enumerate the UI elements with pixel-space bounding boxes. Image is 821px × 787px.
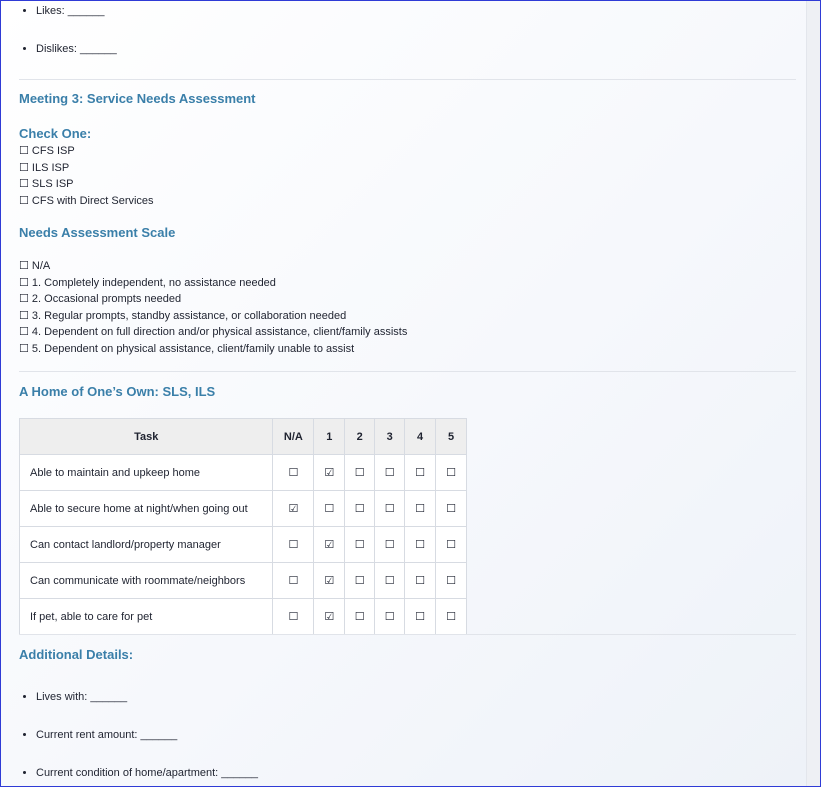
rating-checkbox[interactable]: ☐ (436, 527, 467, 563)
rating-checkbox[interactable]: ☐ (345, 527, 375, 563)
rating-checkbox[interactable]: ☐ (345, 455, 375, 491)
checkbox-option[interactable]: ☐ 4. Dependent on full direction and/or physical assistance, client/family assists (19, 326, 408, 338)
list-item: • Likes: ______ (36, 3, 117, 19)
rating-checkbox[interactable]: ☑ (273, 491, 314, 527)
column-header-3: 3 (375, 419, 405, 455)
table-row (20, 491, 467, 527)
rating-checkbox[interactable]: ☐ (405, 491, 436, 527)
checkbox-option[interactable]: ☐ N/A (19, 260, 51, 272)
task-label: Able to maintain and upkeep home (20, 455, 273, 491)
rating-checkbox[interactable]: ☐ (405, 563, 436, 599)
column-header-1: 1 (314, 419, 345, 455)
rating-checkbox[interactable]: ☐ (405, 527, 436, 563)
section-divider (19, 371, 796, 372)
vertical-scrollbar[interactable] (806, 1, 820, 786)
rating-checkbox[interactable]: ☐ (375, 527, 405, 563)
checkbox-option[interactable]: ☐ ILS ISP (19, 161, 70, 174)
meeting3-title: Meeting 3: Service Needs Assessment (19, 91, 256, 106)
additional-details-title: Additional Details: (19, 647, 134, 662)
table-row (20, 563, 467, 599)
preferences-list (19, 3, 117, 57)
list-item: • Current condition of home/apartment: ______ (36, 765, 258, 781)
scale-title: Needs Assessment Scale (19, 225, 176, 240)
task-label: If pet, able to care for pet (20, 599, 273, 635)
list-item: • Lives with: ______ (36, 689, 258, 705)
checkbox-option[interactable]: ☐ 5. Dependent on physical assistance, client/family unable to assist (19, 342, 355, 355)
column-header-na: N/A (273, 419, 314, 455)
list-item: • Current rent amount: ______ (36, 727, 258, 743)
rating-checkbox[interactable]: ☐ (375, 491, 405, 527)
rating-checkbox[interactable]: ☐ (375, 563, 405, 599)
rating-checkbox[interactable]: ☑ (314, 527, 345, 563)
checkbox-option[interactable]: ☐ 2. Occasional prompts needed (19, 293, 182, 305)
table-header-row (20, 419, 467, 455)
rating-checkbox[interactable]: ☐ (345, 563, 375, 599)
rating-checkbox[interactable]: ☐ (345, 491, 375, 527)
column-header-5: 5 (436, 419, 467, 455)
checkbox-option[interactable]: ☐ 3. Regular prompts, standby assistance, or collaboration needed (19, 309, 347, 322)
rating-checkbox[interactable]: ☐ (436, 491, 467, 527)
rating-checkbox[interactable]: ☐ (375, 599, 405, 635)
rating-checkbox[interactable]: ☐ (273, 563, 314, 599)
rating-checkbox[interactable]: ☑ (314, 599, 345, 635)
rating-checkbox[interactable]: ☑ (314, 455, 345, 491)
checkbox-option[interactable]: ☐ CFS with Direct Services (19, 194, 154, 207)
task-assessment-table (19, 418, 467, 635)
rating-checkbox[interactable]: ☐ (436, 599, 467, 635)
table-row (20, 455, 467, 491)
rating-checkbox[interactable]: ☑ (314, 563, 345, 599)
task-label: Able to secure home at night/when going out (20, 491, 273, 527)
section-divider (19, 79, 796, 80)
home-section-title: A Home of One’s Own: SLS, ILS (19, 384, 216, 399)
rating-checkbox[interactable]: ☐ (405, 599, 436, 635)
task-label: Can communicate with roommate/neighbors (20, 563, 273, 599)
rating-checkbox[interactable]: ☐ (314, 491, 345, 527)
table-row (20, 527, 467, 563)
rating-checkbox[interactable]: ☐ (273, 455, 314, 491)
rating-checkbox[interactable]: ☐ (273, 527, 314, 563)
column-header-4: 4 (405, 419, 436, 455)
rating-checkbox[interactable]: ☐ (273, 599, 314, 635)
rating-checkbox[interactable]: ☐ (345, 599, 375, 635)
column-header-task: Task (20, 419, 273, 455)
checkbox-option[interactable]: ☐ SLS ISP (19, 178, 74, 190)
additional-details-list (19, 689, 258, 781)
rating-checkbox[interactable]: ☐ (375, 455, 405, 491)
rating-checkbox[interactable]: ☐ (405, 455, 436, 491)
checkbox-option[interactable]: ☐ 1. Completely independent, no assistance needed (19, 276, 276, 289)
check-one-title: Check One: (19, 126, 92, 141)
task-label: Can contact landlord/property manager (20, 527, 273, 563)
table-row (20, 599, 467, 635)
rating-checkbox[interactable]: ☐ (436, 455, 467, 491)
scale-list (19, 258, 407, 357)
section-divider (19, 634, 796, 635)
column-header-2: 2 (345, 419, 375, 455)
list-item: • Dislikes: ______ (36, 41, 117, 57)
checkbox-option[interactable]: ☐ CFS ISP (19, 145, 75, 157)
check-one-list (19, 143, 154, 209)
rating-checkbox[interactable]: ☐ (436, 563, 467, 599)
